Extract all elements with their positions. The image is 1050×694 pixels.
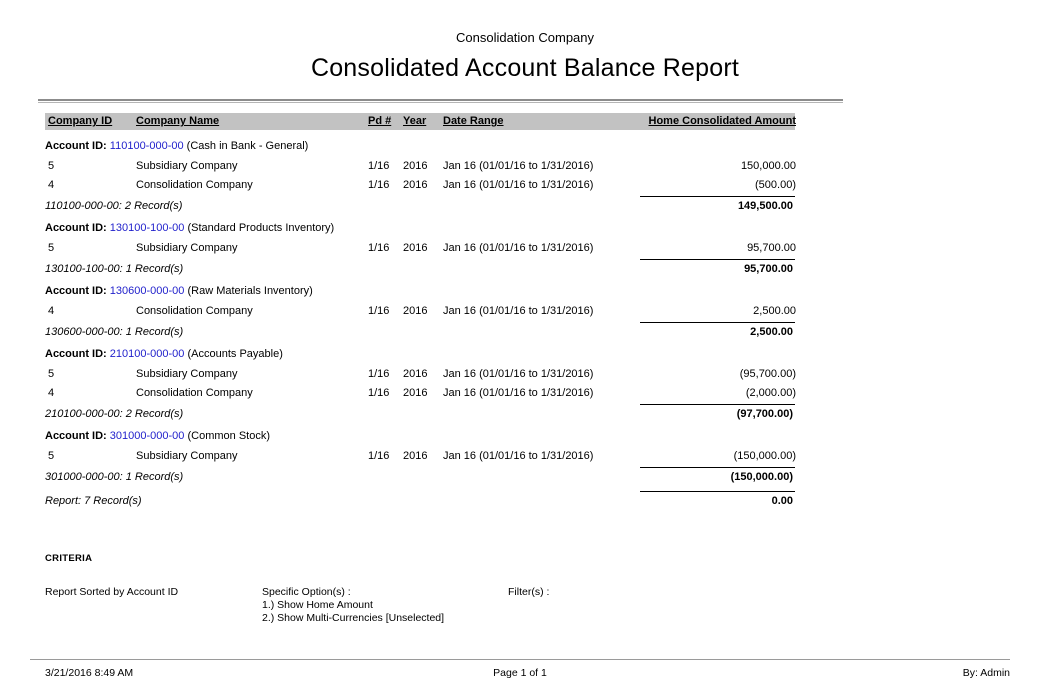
- specific-option: 1.) Show Home Amount: [262, 599, 373, 611]
- cell-company-name: Subsidiary Company: [136, 160, 238, 172]
- column-header-date-range: Date Range: [443, 115, 504, 127]
- cell-company-id: 5: [48, 450, 55, 462]
- cell-pd: 1/16: [368, 160, 390, 172]
- table-row: [45, 156, 795, 175]
- criteria-section: [45, 553, 1050, 625]
- subtotal-label: 130600-000-00: 1 Record(s): [45, 326, 184, 338]
- footer-datetime: 3/21/2016 8:49 AM: [45, 667, 134, 679]
- account-group: [45, 140, 795, 212]
- account-id-link[interactable]: 301000-000-00: [109, 430, 185, 442]
- account-header: [45, 348, 795, 360]
- account-id-link[interactable]: 210100-000-00: [109, 348, 185, 360]
- cell-amount: 150,000.00: [740, 160, 796, 172]
- footer-printed-by: By: Admin: [962, 667, 1010, 679]
- column-header-pd: Pd #: [368, 115, 392, 127]
- subtotal-amount: (150,000.00): [640, 467, 795, 483]
- cell-date-range: Jan 16 (01/01/16 to 1/31/2016): [443, 387, 594, 399]
- account-name: (Cash in Bank - General): [186, 140, 309, 152]
- account-group: [45, 222, 795, 275]
- cell-date-range: Jan 16 (01/01/16 to 1/31/2016): [443, 450, 594, 462]
- page-footer: [30, 659, 1010, 681]
- specific-options-label: Specific Option(s) :: [262, 586, 351, 598]
- criteria-columns: [45, 586, 1050, 625]
- table-row: [45, 238, 795, 257]
- cell-year: 2016: [403, 179, 428, 191]
- subtotal-row: [45, 467, 795, 483]
- cell-amount: 95,700.00: [747, 242, 796, 254]
- cell-year: 2016: [403, 160, 428, 172]
- cell-company-id: 5: [48, 242, 55, 254]
- footer-page-number: Page 1 of 1: [493, 667, 547, 679]
- subtotal-amount: 95,700.00: [640, 259, 795, 275]
- cell-year: 2016: [403, 242, 428, 254]
- report-total-amount: 0.00: [640, 491, 795, 507]
- subtotal-label: 130100-100-00: 1 Record(s): [45, 263, 184, 275]
- cell-year: 2016: [403, 368, 428, 380]
- column-header-home-consolidated-amount: Home Consolidated Amount: [648, 115, 796, 127]
- cell-company-id: 4: [48, 305, 55, 317]
- cell-company-name: Subsidiary Company: [136, 242, 238, 254]
- account-name: (Common Stock): [187, 430, 271, 442]
- cell-year: 2016: [403, 305, 428, 317]
- cell-pd: 1/16: [368, 179, 390, 191]
- subtotal-amount: (97,700.00): [640, 404, 795, 420]
- cell-pd: 1/16: [368, 242, 390, 254]
- account-id-link[interactable]: 130600-000-00: [109, 285, 185, 297]
- account-header: [45, 222, 795, 234]
- cell-company-id: 4: [48, 179, 55, 191]
- account-name: (Raw Materials Inventory): [187, 285, 313, 297]
- subtotal-label: 210100-000-00: 2 Record(s): [45, 408, 184, 420]
- account-id-label: Account ID:: [45, 430, 107, 442]
- subtotal-amount: 2,500.00: [640, 322, 795, 338]
- cell-date-range: Jan 16 (01/01/16 to 1/31/2016): [443, 160, 594, 172]
- table-row: [45, 383, 795, 402]
- cell-company-id: 5: [48, 368, 55, 380]
- cell-amount: 2,500.00: [753, 305, 796, 317]
- cell-pd: 1/16: [368, 368, 390, 380]
- report-header: [0, 0, 1050, 83]
- criteria-sorted-by: Report Sorted by Account ID: [45, 586, 179, 598]
- cell-company-id: 4: [48, 387, 55, 399]
- specific-option: 2.) Show Multi-Currencies [Unselected]: [262, 612, 445, 624]
- account-name: (Standard Products Inventory): [187, 222, 335, 234]
- column-header-company-name: Company Name: [136, 115, 220, 127]
- title-divider: [38, 99, 843, 103]
- cell-amount: (95,700.00): [739, 368, 796, 380]
- cell-pd: 1/16: [368, 305, 390, 317]
- cell-year: 2016: [403, 387, 428, 399]
- report-total-label: Report: 7 Record(s): [45, 495, 142, 507]
- subtotal-row: [45, 404, 795, 420]
- report-total-row: [45, 491, 795, 507]
- table-row: [45, 446, 795, 465]
- account-id-label: Account ID:: [45, 348, 107, 360]
- cell-year: 2016: [403, 450, 428, 462]
- cell-amount: (150,000.00): [733, 450, 796, 462]
- column-header-company-id: Company ID: [48, 115, 113, 127]
- account-group: [45, 285, 795, 338]
- subtotal-label: 110100-000-00: 2 Record(s): [45, 200, 183, 212]
- cell-company-name: Subsidiary Company: [136, 450, 238, 462]
- account-id-label: Account ID:: [45, 222, 107, 234]
- cell-amount: (2,000.00): [745, 387, 796, 399]
- table-row: [45, 175, 795, 194]
- account-name: (Accounts Payable): [187, 348, 283, 360]
- column-header-year: Year: [403, 115, 427, 127]
- company-name: Consolidation Company: [455, 30, 595, 45]
- subtotal-row: [45, 322, 795, 338]
- criteria-filters-label: Filter(s) :: [508, 586, 550, 598]
- account-id-link[interactable]: 110100-000-00: [109, 140, 184, 152]
- account-group: [45, 430, 795, 483]
- cell-company-name: Subsidiary Company: [136, 368, 238, 380]
- cell-company-name: Consolidation Company: [136, 305, 253, 317]
- account-header: [45, 285, 795, 297]
- subtotal-label: 301000-000-00: 1 Record(s): [45, 471, 184, 483]
- table-row: [45, 301, 795, 320]
- page-title: Consolidated Account Balance Report: [310, 54, 740, 82]
- account-id-label: Account ID:: [45, 285, 107, 297]
- account-id-link[interactable]: 130100-100-00: [109, 222, 185, 234]
- account-header: [45, 430, 795, 442]
- criteria-heading: CRITERIA: [45, 553, 93, 564]
- cell-date-range: Jan 16 (01/01/16 to 1/31/2016): [443, 305, 594, 317]
- subtotal-row: [45, 259, 795, 275]
- table-header-row: [45, 113, 795, 130]
- subtotal-amount: 149,500.00: [640, 196, 795, 212]
- cell-company-name: Consolidation Company: [136, 387, 253, 399]
- cell-company-id: 5: [48, 160, 55, 172]
- cell-company-name: Consolidation Company: [136, 179, 253, 191]
- cell-pd: 1/16: [368, 387, 390, 399]
- report-table: [45, 113, 795, 507]
- cell-date-range: Jan 16 (01/01/16 to 1/31/2016): [443, 368, 594, 380]
- cell-date-range: Jan 16 (01/01/16 to 1/31/2016): [443, 242, 594, 254]
- cell-amount: (500.00): [755, 179, 796, 191]
- account-id-label: Account ID:: [45, 140, 107, 152]
- cell-pd: 1/16: [368, 450, 390, 462]
- account-header: [45, 140, 795, 152]
- subtotal-row: [45, 196, 795, 212]
- criteria-specific-options: [262, 586, 508, 625]
- table-row: [45, 364, 795, 383]
- account-group: [45, 348, 795, 420]
- cell-date-range: Jan 16 (01/01/16 to 1/31/2016): [443, 179, 594, 191]
